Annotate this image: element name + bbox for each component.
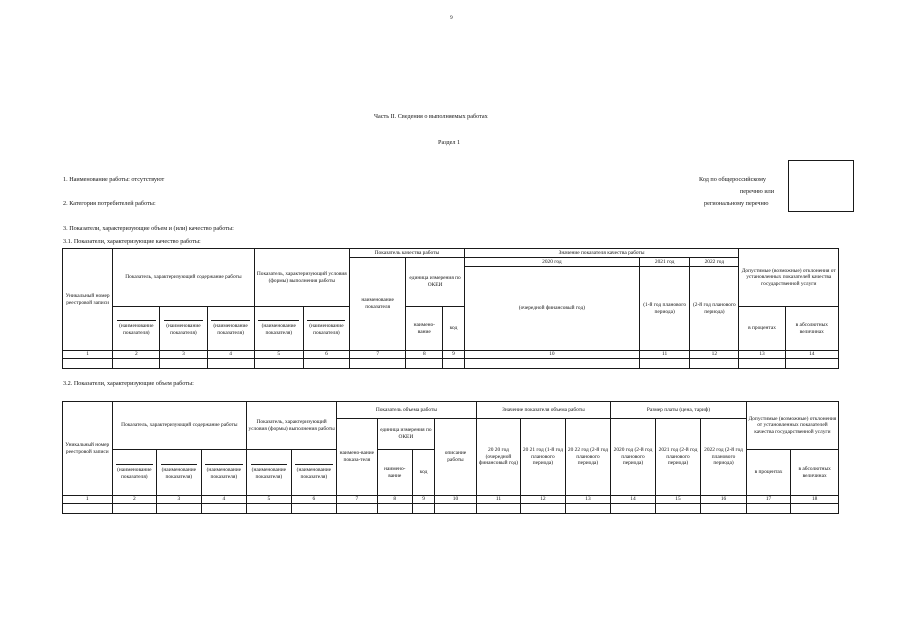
column-number: 7: [349, 351, 405, 359]
volume-value-header: Значение показателя объема работы: [476, 402, 611, 419]
content-sub-2: (наименование показателя): [157, 450, 202, 496]
column-number: 3: [157, 496, 202, 504]
column-number: 14: [785, 351, 838, 359]
content-sub-3: (наименование показателя): [201, 450, 247, 496]
okved-label-1: Код по общероссийскому: [699, 176, 767, 183]
year-2022-sub: (2-й год планового периода): [690, 267, 739, 351]
column-number: 11: [640, 351, 690, 359]
conditions-sub-1: (наименование показателя): [247, 450, 292, 496]
table-row: [63, 504, 839, 514]
conditions-header: Показатель, характеризующий условия (формы) выполнения работы: [247, 402, 337, 450]
indicators-heading: 3. Показатели, характеризующие объем и (или) качество работы:: [63, 225, 234, 232]
column-number: 5: [247, 496, 292, 504]
fee-2021-header: 2021 год (2-й год планового периода): [655, 419, 701, 496]
unit-code-header: код: [443, 307, 465, 351]
column-number: 3: [160, 351, 207, 359]
year-2021-header: 2021 год: [640, 258, 690, 267]
registry-code-box: [788, 160, 854, 212]
column-number: 10: [435, 496, 476, 504]
column-number: 7: [337, 496, 377, 504]
column-number: 14: [611, 496, 656, 504]
fee-header: Размер платы (цена, тариф): [611, 402, 747, 419]
column-number: 16: [701, 496, 747, 504]
unit-code-header: код: [412, 450, 434, 496]
column-number: 15: [655, 496, 701, 504]
content-header: Показатель, характеризующий содержание работы: [113, 249, 254, 307]
unique-number-header: Уникальный номер реестровой записи: [63, 402, 113, 496]
column-number: 6: [291, 496, 337, 504]
content-sub-1: (наименование показателя): [112, 450, 157, 496]
quality-table: [62, 248, 839, 369]
column-number: 2: [113, 351, 160, 359]
column-number: 17: [746, 496, 791, 504]
column-number: 12: [690, 351, 739, 359]
column-number: 13: [565, 496, 611, 504]
year-2021-header: 20 21 год (1-й год планового периода): [521, 419, 566, 496]
part-title: Часть II. Сведения о выполняемых работах: [374, 113, 488, 120]
column-number: 10: [464, 351, 639, 359]
section-title: Раздел 1: [438, 139, 461, 146]
content-sub-2: (наименование показателя): [160, 307, 207, 351]
content-header: Показатель, характеризующий содержание работы: [112, 402, 247, 450]
volume-indicator-header: Показатель объема работы: [337, 402, 477, 419]
conditions-header: Показатель, характеризующий условия (формы) выполнения работы: [254, 249, 349, 307]
column-number: 9: [443, 351, 465, 359]
work-name-line: 1. Наименование работы: отсутствуют: [63, 176, 165, 183]
column-number: 8: [377, 496, 412, 504]
content-sub-3: (наименование показателя): [207, 307, 254, 351]
year-2020-header: 20 20 год (очередной финансовый год): [476, 419, 521, 496]
unit-name-header: наимено-вание: [377, 450, 412, 496]
column-number: 1: [63, 351, 113, 359]
volume-heading: 3.2. Показатели, характеризующие объем работы:: [63, 380, 194, 387]
year-2020-header: 2020 год: [464, 258, 639, 267]
column-number: 5: [254, 351, 303, 359]
year-2021-sub: (1-й год планового периода): [640, 267, 690, 351]
fee-2022-header: 2022 год (2-й год планового периода): [701, 419, 747, 496]
fee-2020-header: 2020 год (2-й год планового периода): [611, 419, 656, 496]
quality-indicator-header: Показатель качества работы: [349, 249, 464, 258]
quality-heading: 3.1. Показатели, характеризующие качество работы:: [63, 238, 201, 245]
deviation-percent-header: в процентах: [739, 307, 785, 351]
work-description-header: описание работы: [435, 419, 476, 496]
column-number: 1: [63, 496, 113, 504]
year-2022-header: 20 22 год (2-й год планового периода): [565, 419, 611, 496]
column-number: 12: [521, 496, 566, 504]
year-2022-header: 2022 год: [690, 258, 739, 267]
deviation-absolute-header: в абсолютных величинах: [785, 307, 838, 351]
column-number: 8: [406, 351, 443, 359]
conditions-sub-2: (наименование показателя): [303, 307, 349, 351]
unit-header: единица измерения по ОКЕИ: [406, 258, 464, 307]
unique-number-header: Уникальный номер реестровой записи: [63, 249, 113, 351]
deviation-percent-header: в процентах: [746, 450, 791, 496]
column-number: 2: [112, 496, 157, 504]
column-number: 9: [412, 496, 434, 504]
consumer-category-line: 2. Категория потребителей работы:: [63, 200, 156, 207]
column-number: 11: [476, 496, 521, 504]
table-row: [63, 359, 839, 369]
quality-value-header: Значение показателя качества работы: [464, 249, 739, 258]
indicator-name-header: наимено-вание показа-теля: [337, 419, 377, 496]
deviation-header: Допустимые (возможные) отклонения от установленных показателей качества государственной услуги: [746, 402, 838, 450]
volume-table: [62, 401, 839, 514]
column-number: 4: [207, 351, 254, 359]
column-number: 4: [201, 496, 247, 504]
year-2020-sub: (очередной финансовый год): [464, 267, 639, 351]
unit-name-header: наимено-вание: [406, 307, 443, 351]
conditions-sub-2: (наименование показателя): [291, 450, 337, 496]
unit-header: единица измерения по ОКЕИ: [377, 419, 435, 450]
column-number: 18: [791, 496, 839, 504]
deviation-absolute-header: в абсолютных величинах: [791, 450, 839, 496]
okved-label-2: перечню или: [740, 188, 775, 195]
column-number: 13: [739, 351, 785, 359]
indicator-name-header: наименование показателя: [349, 258, 405, 351]
okved-label-3: региональному перечню: [704, 200, 769, 207]
page-number: 9: [450, 15, 453, 21]
deviation-header: Допустимые (возможные) отклонения от установленных показателей качества государственной услуги: [739, 249, 839, 307]
content-sub-1: (наименование показателя): [113, 307, 160, 351]
column-number: 6: [303, 351, 349, 359]
conditions-sub-1: (наименование показателя): [254, 307, 303, 351]
